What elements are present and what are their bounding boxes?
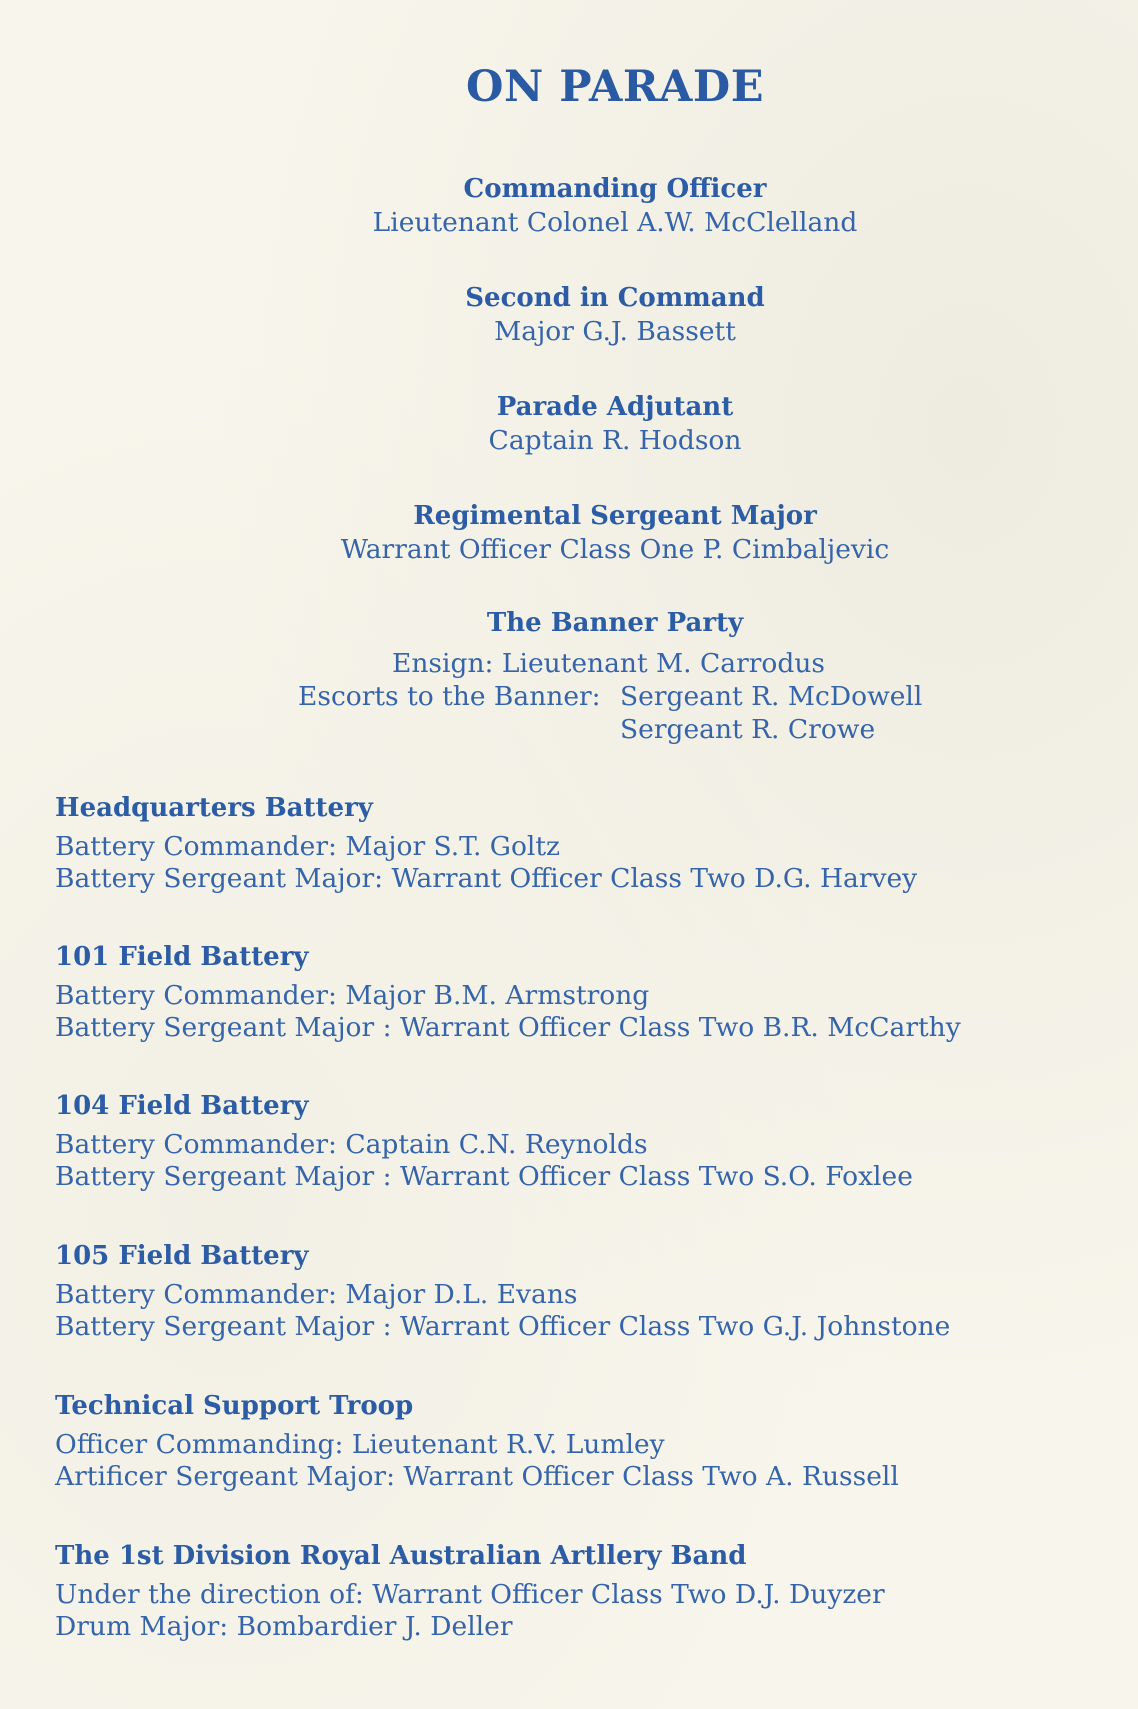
banner-ensign: Ensign: Lieutenant M. Carrodus xyxy=(392,648,826,679)
unit-heading: 105 Field Battery xyxy=(55,1241,309,1271)
banner-escort-1: Sergeant R. McDowell xyxy=(620,681,923,712)
unit-technical-support-troop xyxy=(55,1389,899,1493)
role-parade-adjutant xyxy=(0,390,1138,457)
role-holder: Major G.J. Bassett xyxy=(494,316,736,347)
unit-line: Battery Sergeant Major : Warrant Officer Class Two B.R. McCarthy xyxy=(55,1012,961,1043)
role-heading: Commanding Officer xyxy=(463,174,767,204)
role-commanding-officer xyxy=(0,172,1138,239)
unit-line: Artificer Sergeant Major: Warrant Officer Class Two A. Russell xyxy=(55,1461,899,1492)
unit-headquarters-battery xyxy=(55,791,917,895)
unit-heading: 104 Field Battery xyxy=(55,1091,309,1121)
banner-escorts-label: Escorts to the Banner: xyxy=(298,681,601,712)
unit-line: Battery Commander: Major D.L. Evans xyxy=(55,1279,578,1310)
unit-line: Drum Major: Bombardier J. Deller xyxy=(55,1611,513,1642)
page-title: ON PARADE xyxy=(466,62,764,112)
unit-104-field-battery xyxy=(55,1089,913,1193)
role-second-in-command xyxy=(0,281,1138,348)
role-holder: Warrant Officer Class One P. Cimbaljevic xyxy=(340,534,890,565)
role-holder: Captain R. Hodson xyxy=(488,425,742,456)
unit-line: Battery Sergeant Major : Warrant Officer Class Two S.O. Foxlee xyxy=(55,1161,913,1192)
unit-line: Under the direction of: Warrant Officer Class Two D.J. Duyzer xyxy=(55,1579,885,1610)
unit-heading: Technical Support Troop xyxy=(55,1391,414,1421)
unit-line: Battery Sergeant Major: Warrant Officer Class Two D.G. Harvey xyxy=(55,863,918,894)
unit-105-field-battery xyxy=(55,1239,950,1343)
unit-line: Battery Commander: Captain C.N. Reynolds xyxy=(55,1129,648,1160)
unit-heading: The 1st Division Royal Australian Artllery Band xyxy=(55,1541,747,1571)
unit-101-field-battery xyxy=(55,940,961,1044)
unit-heading: 101 Field Battery xyxy=(55,942,309,972)
banner-escort-2: Sergeant R. Crowe xyxy=(620,714,876,745)
unit-heading: Headquarters Battery xyxy=(55,793,373,823)
banner-party-heading: The Banner Party xyxy=(486,608,744,638)
role-heading: Second in Command xyxy=(465,283,765,313)
unit-line: Battery Sergeant Major : Warrant Officer Class Two G.J. Johnstone xyxy=(55,1311,951,1342)
unit-line: Battery Commander: Major B.M. Armstrong xyxy=(55,980,650,1011)
unit-line: Officer Commanding: Lieutenant R.V. Lumley xyxy=(55,1429,665,1460)
role-heading: Parade Adjutant xyxy=(496,392,734,422)
role-heading: Regimental Sergeant Major xyxy=(413,501,817,531)
unit-division-band xyxy=(55,1539,885,1643)
role-regimental-sergeant-major xyxy=(0,499,1138,566)
role-holder: Lieutenant Colonel A.W. McClelland xyxy=(372,207,858,238)
unit-line: Battery Commander: Major S.T. Goltz xyxy=(55,831,561,862)
